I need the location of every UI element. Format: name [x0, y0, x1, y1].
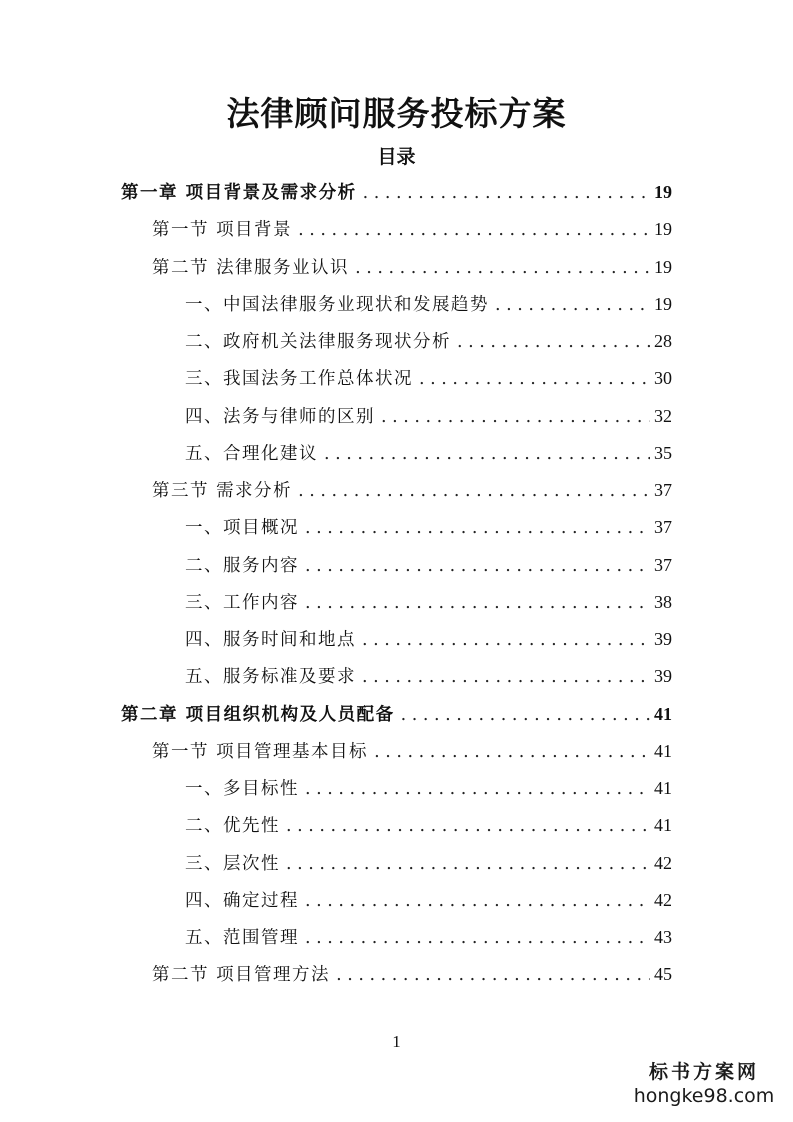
toc-entry-page: 19: [654, 219, 672, 240]
toc-entry[interactable]: [152, 249, 672, 286]
toc-entry[interactable]: [185, 286, 672, 323]
toc-entry-page: 45: [654, 964, 672, 985]
toc-entry-label: 五、服务标准及要求: [185, 667, 356, 688]
toc-entry-label: 五、范围管理: [185, 928, 299, 948]
toc-entry-label: 二、政府机关法律服务现状分析: [185, 332, 451, 352]
toc-entry-label: 第一节 项目管理基本目标: [152, 741, 369, 762]
toc-entry-label: 第一章 项目背景及需求分析: [121, 183, 357, 203]
toc-entry-page: 37: [654, 480, 672, 500]
toc-dot-leader: [305, 771, 650, 808]
toc-entry-label: 第三节 需求分析: [152, 481, 293, 501]
toc-entry-label: 四、法务与律师的区别: [185, 406, 375, 427]
toc-entry-page: 37: [654, 554, 672, 575]
toc-dot-leader: [381, 399, 650, 436]
toc-entry[interactable]: [185, 770, 672, 807]
toc-dot-leader: [401, 697, 650, 734]
toc-entry-page: 41: [654, 703, 672, 724]
toc-entry-page: 37: [654, 517, 672, 538]
toc-entry[interactable]: [185, 658, 672, 695]
toc-dot-leader: [305, 883, 650, 920]
watermark: [629, 1060, 779, 1108]
toc-dot-leader: [305, 585, 650, 622]
toc-entry-page: 28: [654, 331, 672, 351]
toc-entry-label: 四、确定过程: [185, 890, 299, 911]
toc-dot-leader: [362, 622, 650, 659]
toc-entry[interactable]: [185, 621, 672, 658]
toc-entry-label: 一、多目标性: [185, 779, 299, 799]
toc-entry-page: 38: [654, 591, 672, 612]
page-number: 1: [392, 1032, 401, 1051]
toc-dot-leader: [336, 957, 650, 994]
toc-entry-label: 二、服务内容: [185, 555, 299, 576]
toc-entry[interactable]: [185, 584, 672, 621]
toc-entry[interactable]: [152, 733, 672, 770]
toc-entry[interactable]: [185, 509, 672, 546]
toc-entry-label: 第二节 项目管理方法: [152, 965, 331, 986]
toc-entry-page: 32: [654, 405, 672, 426]
toc-dot-leader: [363, 175, 650, 212]
toc-entry-page: 19: [654, 182, 672, 202]
toc-entry-label: 一、项目概况: [185, 518, 299, 539]
watermark-brand: 标书方案网: [648, 1061, 759, 1083]
toc-entry-page: 35: [654, 442, 672, 463]
toc-entry[interactable]: [185, 435, 672, 472]
toc-dot-leader: [305, 548, 650, 585]
toc-entry-label: 第二章 项目组织机构及人员配备: [121, 704, 395, 725]
toc-dot-leader: [286, 808, 650, 845]
toc-dot-leader: [362, 659, 650, 696]
toc-dot-leader: [419, 361, 650, 398]
toc-dot-leader: [298, 212, 650, 249]
toc-entry[interactable]: [185, 323, 672, 360]
toc-entry-label: 四、服务时间和地点: [185, 630, 356, 650]
toc-entry-label: 三、层次性: [185, 853, 280, 874]
toc-entry[interactable]: [185, 919, 672, 956]
toc-entry[interactable]: [121, 174, 672, 211]
document-title: 法律顾问服务投标方案: [226, 94, 567, 133]
toc-entry-page: 19: [654, 293, 672, 314]
toc-entry[interactable]: [185, 547, 672, 584]
toc-dot-leader: [324, 436, 650, 473]
toc-entry[interactable]: [185, 398, 672, 435]
toc-entry-label: 一、中国法律服务业现状和发展趋势: [185, 294, 489, 315]
toc-dot-leader: [286, 846, 650, 883]
toc-entry[interactable]: [185, 882, 672, 919]
toc-entry-page: 41: [654, 740, 672, 761]
toc-entry-page: 30: [654, 368, 672, 389]
toc-dot-leader: [374, 734, 650, 771]
toc-dot-leader: [305, 510, 650, 547]
toc-entry[interactable]: [152, 956, 672, 993]
toc-entry-page: 42: [654, 852, 672, 873]
toc-entry-label: 五、合理化建议: [185, 443, 318, 464]
toc-entry[interactable]: [185, 360, 672, 397]
toc-entry-page: 41: [654, 778, 672, 798]
toc-entry[interactable]: [152, 211, 672, 248]
toc-dot-leader: [355, 250, 650, 287]
toc-entry-page: 39: [654, 666, 672, 687]
toc-entry[interactable]: [185, 807, 672, 844]
toc-entry-page: 41: [654, 815, 672, 836]
toc-entry-label: 第一节 项目背景: [152, 220, 293, 241]
toc-entry-page: 43: [654, 927, 672, 947]
toc-dot-leader: [495, 287, 650, 324]
toc-entry-page: 42: [654, 889, 672, 910]
toc-dot-leader: [305, 920, 650, 957]
toc-entry[interactable]: [121, 696, 672, 733]
toc-entry-label: 第二节 法律服务业认识: [152, 257, 350, 278]
toc-entry[interactable]: [152, 472, 672, 509]
toc-entry-label: 二、优先性: [185, 816, 280, 837]
toc-entry-page: 19: [654, 256, 672, 277]
toc-dot-leader: [298, 473, 650, 510]
toc-entry[interactable]: [185, 845, 672, 882]
toc-heading: 目录: [377, 146, 416, 168]
toc-dot-leader: [457, 324, 650, 361]
toc-entry-label: 三、工作内容: [185, 592, 299, 613]
toc-entry-label: 三、我国法务工作总体状况: [185, 369, 413, 390]
toc-entry-page: 39: [654, 629, 672, 649]
watermark-site: hongke98.com: [633, 1085, 775, 1107]
